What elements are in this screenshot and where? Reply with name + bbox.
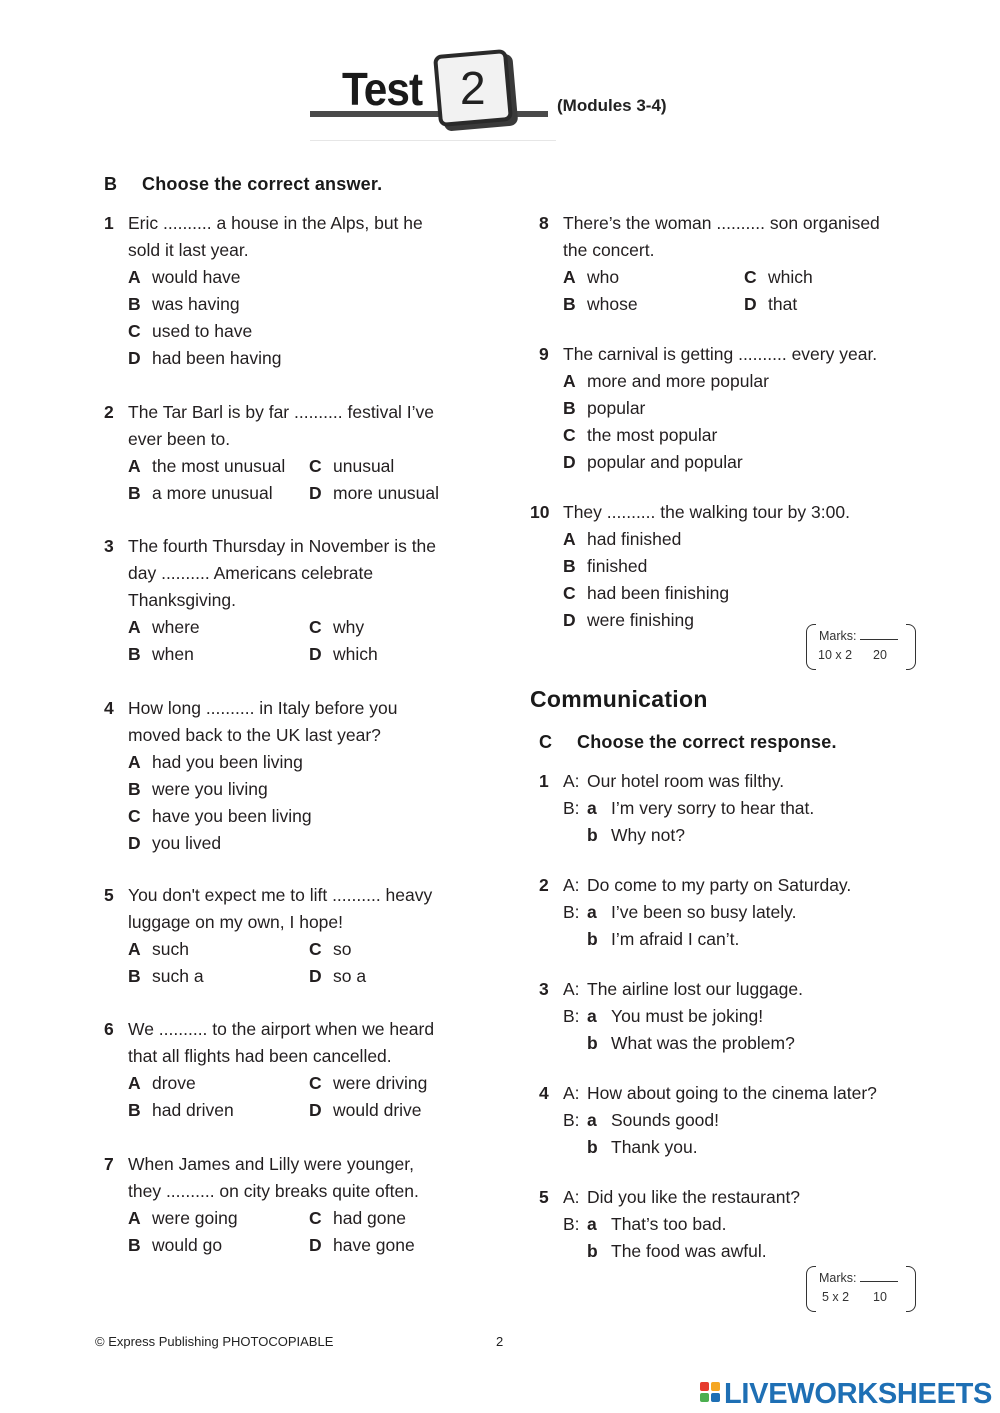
option-text: when (152, 644, 194, 664)
option-letter: C (563, 583, 576, 603)
option-letter: B (128, 294, 141, 314)
question-text: The Tar Barl is by far .......... festival I’ve (128, 402, 435, 422)
option-text: were driving (333, 1073, 428, 1093)
option-text: used to have (152, 321, 253, 341)
option-text: why (333, 617, 365, 637)
question-number: 2 (104, 402, 114, 422)
option-letter: B (128, 1100, 141, 1120)
answer-option-b[interactable] (563, 291, 638, 318)
question-text: that all flights had been cancelled. (128, 1046, 392, 1066)
answer-option-a[interactable] (563, 264, 619, 291)
dialogue-number: 1 (539, 771, 549, 791)
marks-box-c (806, 1266, 916, 1314)
answer-option-a[interactable] (128, 453, 285, 480)
answer-option-d[interactable] (563, 449, 743, 476)
response-option-b[interactable] (587, 822, 685, 849)
option-letter: b (587, 1137, 598, 1157)
modules-label: (Modules 3-4) (557, 96, 667, 115)
answer-option-c[interactable] (309, 1205, 406, 1232)
option-letter: a (587, 902, 597, 922)
section-c-heading (539, 732, 837, 753)
option-letter: A (128, 1073, 141, 1093)
option-text: that (768, 294, 798, 314)
option-letter: C (309, 617, 322, 637)
question-text: We .......... to the airport when we heard (128, 1019, 435, 1039)
option-text: the most unusual (152, 456, 286, 476)
option-text: more unusual (333, 483, 440, 503)
option-letter: A (128, 617, 141, 637)
question-number: 1 (104, 213, 114, 233)
option-text: Thank you. (611, 1137, 698, 1157)
section-b-heading (104, 174, 382, 195)
option-letter: A (128, 752, 141, 772)
test-title: Test (342, 63, 423, 115)
question-text: sold it last year. (128, 240, 249, 260)
section-instruction: Choose the correct response. (577, 732, 837, 752)
liveworksheets-logo-icon (700, 1379, 722, 1409)
question-text: the concert. (563, 240, 655, 260)
option-text: had you been living (152, 752, 303, 772)
speaker-a-line: How about going to the cinema later? (587, 1083, 877, 1103)
section-instruction: Choose the correct answer. (142, 174, 383, 194)
option-letter: C (309, 1208, 322, 1228)
speaker-b-label: B: (563, 1214, 580, 1234)
option-letter: b (587, 929, 598, 949)
dialogue-number: 5 (539, 1187, 549, 1207)
communication-title: Communication (530, 686, 708, 712)
question-number: 4 (104, 698, 114, 718)
response-option-a[interactable] (587, 1107, 719, 1134)
answer-option-d[interactable] (309, 1097, 422, 1124)
question-text: ever been to. (128, 429, 231, 449)
option-letter: b (587, 825, 598, 845)
question-text: You don't expect me to lift .......... heavy (128, 885, 433, 905)
option-letter: C (309, 456, 322, 476)
option-text: was having (152, 294, 240, 314)
response-option-b[interactable] (587, 1238, 767, 1265)
liveworksheets-logo-text: LIVEWORKSHEETS (724, 1377, 993, 1410)
option-text: The food was awful. (611, 1241, 767, 1261)
option-letter: D (128, 348, 141, 368)
speaker-a-line: The airline lost our luggage. (587, 979, 803, 999)
option-text: you lived (152, 833, 222, 853)
option-letter: D (563, 610, 576, 630)
footer-copyright: © Express Publishing PHOTOCOPIABLE (95, 1334, 334, 1349)
option-letter: C (128, 806, 141, 826)
answer-option-c[interactable] (563, 422, 717, 449)
response-option-b[interactable] (587, 1134, 698, 1161)
answer-option-b[interactable] (128, 776, 268, 803)
answer-option-a[interactable] (563, 526, 681, 553)
answer-option-b[interactable] (128, 480, 273, 507)
option-text: would drive (333, 1100, 422, 1120)
option-letter: A (563, 371, 576, 391)
speaker-a-label: A: (563, 1187, 580, 1207)
option-letter: A (128, 939, 141, 959)
question-text: they .......... on city breaks quite often. (128, 1181, 419, 1201)
option-letter: D (128, 833, 141, 853)
option-letter: A (563, 267, 576, 287)
option-letter: B (563, 398, 576, 418)
option-text: I’ve been so busy lately. (611, 902, 797, 922)
option-text: You must be joking! (611, 1006, 764, 1026)
option-text: finished (587, 556, 648, 576)
question-text: moved back to the UK last year? (128, 725, 381, 745)
answer-option-d[interactable] (128, 345, 281, 372)
option-letter: C (744, 267, 757, 287)
option-text: Sounds good! (611, 1110, 720, 1130)
option-text: whose (587, 294, 638, 314)
answer-option-a[interactable] (128, 936, 189, 963)
test-number: 2 (460, 62, 486, 114)
option-letter: a (587, 1110, 597, 1130)
option-letter: B (128, 1235, 141, 1255)
answer-option-a[interactable] (128, 614, 200, 641)
option-letter: D (309, 644, 322, 664)
option-text: which (333, 644, 378, 664)
marks-calc: 10 x 2 (818, 648, 853, 662)
marks-calc: 5 x 2 (822, 1290, 850, 1304)
option-text: would have (152, 267, 241, 287)
option-letter: B (128, 644, 141, 664)
answer-option-d[interactable] (744, 291, 797, 318)
option-text: such (152, 939, 189, 959)
option-text: had been having (152, 348, 282, 368)
marks-label: Marks: (819, 1271, 857, 1285)
option-text: had driven (152, 1100, 234, 1120)
header-underline-faint (310, 140, 556, 141)
option-letter: A (128, 267, 141, 287)
option-text: such a (152, 966, 204, 986)
answer-option-a[interactable] (563, 368, 769, 395)
answer-option-b[interactable] (128, 1232, 222, 1259)
question-number: 10 (530, 502, 550, 522)
answer-option-d[interactable] (128, 830, 221, 857)
answer-option-c[interactable] (128, 803, 312, 830)
answer-option-b[interactable] (128, 963, 204, 990)
marks-box-b (806, 624, 916, 672)
response-option-b[interactable] (587, 1030, 795, 1057)
speaker-b-label: B: (563, 902, 580, 922)
question-text: The fourth Thursday in November is the (128, 536, 437, 556)
dialogue-number: 4 (539, 1083, 549, 1103)
speaker-a-line: Do come to my party on Saturday. (587, 875, 852, 895)
dialogue-number: 2 (539, 875, 549, 895)
answer-option-b[interactable] (563, 553, 647, 580)
answer-option-b[interactable] (128, 641, 194, 668)
option-letter: B (563, 294, 576, 314)
answer-option-d[interactable] (309, 963, 366, 990)
speaker-a-label: A: (563, 771, 580, 791)
answer-option-a[interactable] (128, 1070, 196, 1097)
speaker-b-label: B: (563, 1006, 580, 1026)
option-letter: C (128, 321, 141, 341)
option-letter: a (587, 798, 597, 818)
answer-option-c[interactable] (309, 453, 394, 480)
speaker-a-label: A: (563, 979, 580, 999)
option-letter: D (744, 294, 757, 314)
option-letter: B (563, 556, 576, 576)
marks-total: 10 (873, 1290, 887, 1304)
section-letter: B (104, 174, 118, 194)
option-text: more and more popular (587, 371, 769, 391)
option-text: which (768, 267, 813, 287)
question-number: 7 (104, 1154, 114, 1174)
marks-blank[interactable] (860, 628, 898, 640)
answer-option-d[interactable] (309, 641, 378, 668)
option-text: where (152, 617, 200, 637)
option-text: popular (587, 398, 646, 418)
liveworksheets-logo[interactable] (700, 1376, 992, 1412)
question-number: 3 (104, 536, 114, 556)
option-text: a more unusual (152, 483, 273, 503)
answer-option-b[interactable] (563, 395, 645, 422)
response-option-a[interactable] (587, 1003, 763, 1030)
option-letter: b (587, 1241, 598, 1261)
option-letter: A (128, 1208, 141, 1228)
option-letter: D (309, 483, 322, 503)
marks-total: 20 (873, 648, 887, 662)
answer-option-d[interactable] (563, 607, 694, 634)
response-option-a[interactable] (587, 899, 796, 926)
footer-page-number: 2 (496, 1334, 504, 1349)
option-text: popular and popular (587, 452, 743, 472)
option-letter: D (563, 452, 576, 472)
answer-option-d[interactable] (309, 1232, 415, 1259)
question-text: There’s the woman .......... son organised (563, 213, 880, 233)
option-text: drove (152, 1073, 196, 1093)
option-letter: C (563, 425, 576, 445)
option-text: unusual (333, 456, 395, 476)
option-letter: A (563, 529, 576, 549)
option-text: were you living (152, 779, 268, 799)
option-text: had finished (587, 529, 682, 549)
option-letter: B (128, 966, 141, 986)
question-number: 6 (104, 1019, 114, 1039)
answer-option-b[interactable] (128, 1097, 234, 1124)
question-text: Thanksgiving. (128, 590, 236, 610)
option-text: have gone (333, 1235, 415, 1255)
answer-option-d[interactable] (309, 480, 439, 507)
option-text: who (587, 267, 620, 287)
answer-option-c[interactable] (563, 580, 729, 607)
marks-blank[interactable] (860, 1270, 898, 1282)
option-letter: B (128, 483, 141, 503)
speaker-b-label: B: (563, 798, 580, 818)
question-text: day .......... Americans celebrate (128, 563, 374, 583)
answer-option-c[interactable] (128, 318, 252, 345)
option-text: were going (152, 1208, 238, 1228)
section-letter: C (539, 732, 553, 752)
option-letter: B (128, 779, 141, 799)
option-text: so a (333, 966, 367, 986)
option-text: have you been living (152, 806, 312, 826)
speaker-a-label: A: (563, 1083, 580, 1103)
option-text: had been finishing (587, 583, 730, 603)
test-number-badge (433, 49, 513, 127)
question-text: When James and Lilly were younger, (128, 1154, 414, 1174)
option-letter: C (309, 1073, 322, 1093)
response-option-b[interactable] (587, 926, 739, 953)
option-letter: D (309, 1100, 322, 1120)
option-text: What was the problem? (611, 1033, 795, 1053)
speaker-a-label: A: (563, 875, 580, 895)
option-letter: D (309, 1235, 322, 1255)
option-letter: D (309, 966, 322, 986)
option-text: That’s too bad. (611, 1214, 727, 1234)
response-option-a[interactable] (587, 1211, 726, 1238)
option-text: the most popular (587, 425, 718, 445)
speaker-a-line: Did you like the restaurant? (587, 1187, 801, 1207)
option-text: were finishing (587, 610, 694, 630)
option-text: so (333, 939, 352, 959)
question-number: 9 (539, 344, 549, 364)
question-number: 8 (539, 213, 549, 233)
option-text: would go (152, 1235, 223, 1255)
speaker-a-line: Our hotel room was filthy. (587, 771, 785, 791)
question-number: 5 (104, 885, 114, 905)
marks-label: Marks: (819, 629, 857, 643)
option-text: had gone (333, 1208, 406, 1228)
question-text: luggage on my own, I hope! (128, 912, 344, 932)
option-letter: b (587, 1033, 598, 1053)
question-text: How long .......... in Italy before you (128, 698, 398, 718)
option-text: Why not? (611, 825, 685, 845)
answer-option-c[interactable] (309, 1070, 427, 1097)
speaker-b-label: B: (563, 1110, 580, 1130)
answer-option-c[interactable] (309, 936, 351, 963)
answer-option-c[interactable] (309, 614, 364, 641)
answer-option-a[interactable] (128, 749, 303, 776)
dialogue-number: 3 (539, 979, 549, 999)
question-text: The carnival is getting .......... every year. (563, 344, 878, 364)
answer-option-a[interactable] (128, 264, 241, 291)
option-letter: a (587, 1006, 597, 1026)
option-letter: a (587, 1214, 597, 1234)
option-text: I’m afraid I can’t. (611, 929, 740, 949)
question-text: Eric .......... a house in the Alps, but he (128, 213, 423, 233)
answer-option-b[interactable] (128, 291, 240, 318)
answer-option-c[interactable] (744, 264, 813, 291)
option-text: I’m very sorry to hear that. (611, 798, 815, 818)
option-letter: A (128, 456, 141, 476)
option-letter: C (309, 939, 322, 959)
answer-option-a[interactable] (128, 1205, 238, 1232)
question-text: They .......... the walking tour by 3:00. (563, 502, 850, 522)
response-option-a[interactable] (587, 795, 814, 822)
